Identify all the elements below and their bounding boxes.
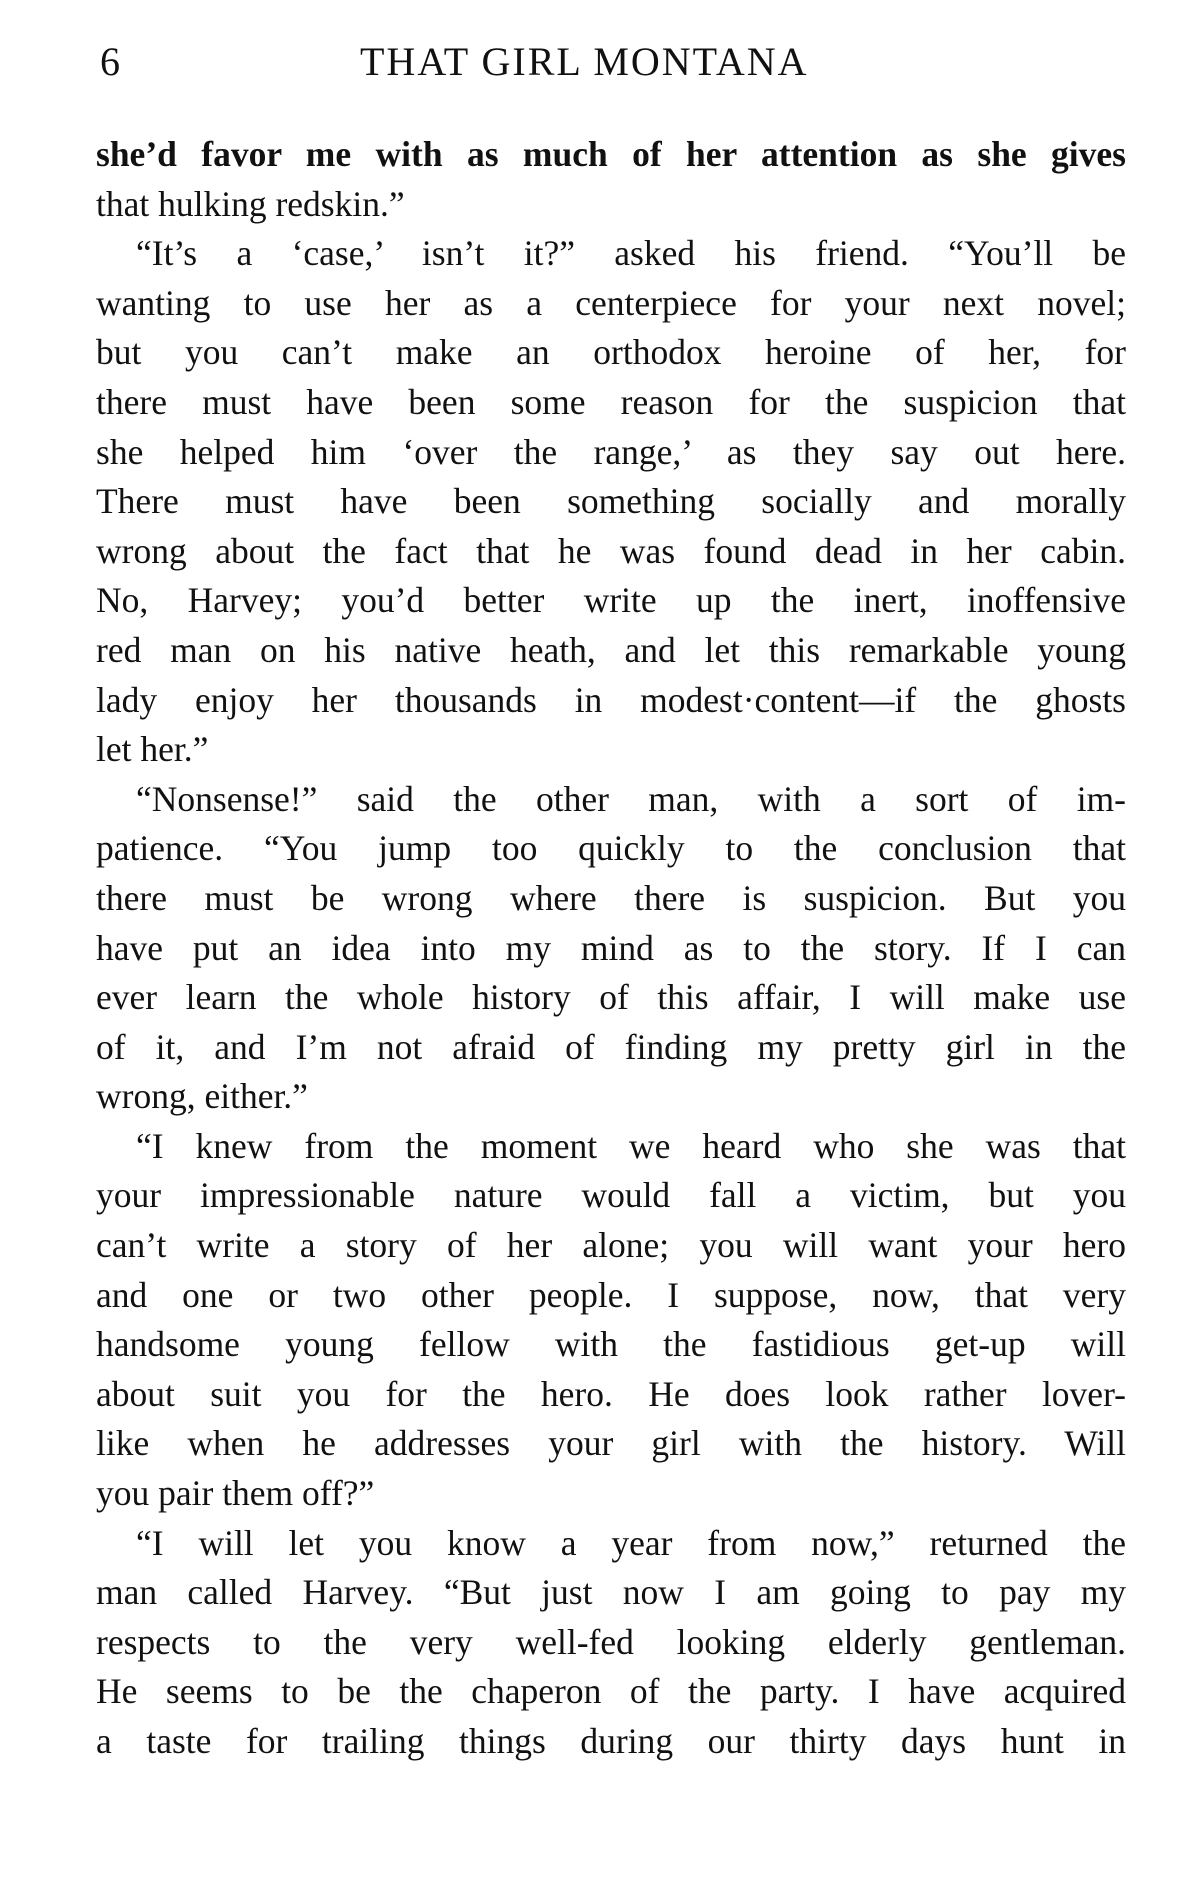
text-line: “It’s a ‘case,’ isn’t it?” asked his friend. “You’ll be — [136, 233, 1126, 274]
text-line: there must have been some reason for the suspicion that — [96, 381, 1126, 422]
text-line: but you can’t make an orthodox heroine of her, for — [96, 332, 1126, 373]
text-line: No, Harvey; you’d better write up the inert, inoffensive — [96, 580, 1126, 621]
text-line: you pair them off?” — [96, 1473, 375, 1514]
text-line: He seems to be the chaperon of the party. I have acquired — [96, 1671, 1126, 1712]
text-line: she’d favor me with as much of her attention as she gives — [96, 134, 1126, 174]
text-line: patience. “You jump too quickly to the conclusion that — [96, 828, 1126, 869]
text-line: your impressionable nature would fall a victim, but you — [96, 1175, 1126, 1216]
text-line: wrong, either.” — [96, 1076, 308, 1117]
text-line: wanting to use her as a centerpiece for your next novel; — [96, 282, 1126, 323]
text-line: of it, and I’m not afraid of finding my pretty girl in the — [96, 1026, 1126, 1067]
text-line: and one or two other people. I suppose, now, that very — [96, 1274, 1126, 1315]
text-line: “I knew from the moment we heard who she was that — [136, 1125, 1126, 1166]
text-line: can’t write a story of her alone; you will want your hero — [96, 1225, 1126, 1266]
text-line: man called Harvey. “But just now I am going to pay my — [96, 1572, 1126, 1613]
text-line: ever learn the whole history of this affair, I will make use — [96, 977, 1126, 1018]
page-number: 6 — [100, 39, 121, 84]
text-line: have put an idea into my mind as to the story. If I can — [96, 927, 1126, 968]
text-line: that hulking redskin.” — [96, 183, 405, 224]
text-line: there must be wrong where there is suspicion. But you — [96, 877, 1126, 918]
body-text — [96, 130, 1126, 1767]
page-header — [100, 38, 1130, 98]
text-line: she helped him ‘over the range,’ as they say out here. — [96, 431, 1126, 472]
text-line: “I will let you know a year from now,” returned the — [136, 1522, 1126, 1563]
text-line: There must have been something socially and morally — [96, 481, 1126, 522]
text-line: red man on his native heath, and let this remarkable young — [96, 629, 1126, 670]
text-line: a taste for trailing things during our thirty days hunt in — [96, 1721, 1126, 1761]
text-line: respects to the very well-fed looking elderly gentleman. — [96, 1621, 1126, 1662]
text-line: wrong about the fact that he was found dead in her cabin. — [96, 530, 1126, 571]
text-line: about suit you for the hero. He does look rather lover- — [96, 1373, 1126, 1414]
text-line: lady enjoy her thousands in modest·content—if the ghosts — [96, 679, 1126, 720]
text-line: “Nonsense!” said the other man, with a sort of im- — [136, 778, 1126, 819]
text-line: like when he addresses your girl with the history. Will — [96, 1423, 1126, 1464]
text-line: let her.” — [96, 729, 209, 770]
running-title: THAT GIRL MONTANA — [360, 39, 809, 84]
text-line: handsome young fellow with the fastidious get-up will — [96, 1324, 1126, 1365]
